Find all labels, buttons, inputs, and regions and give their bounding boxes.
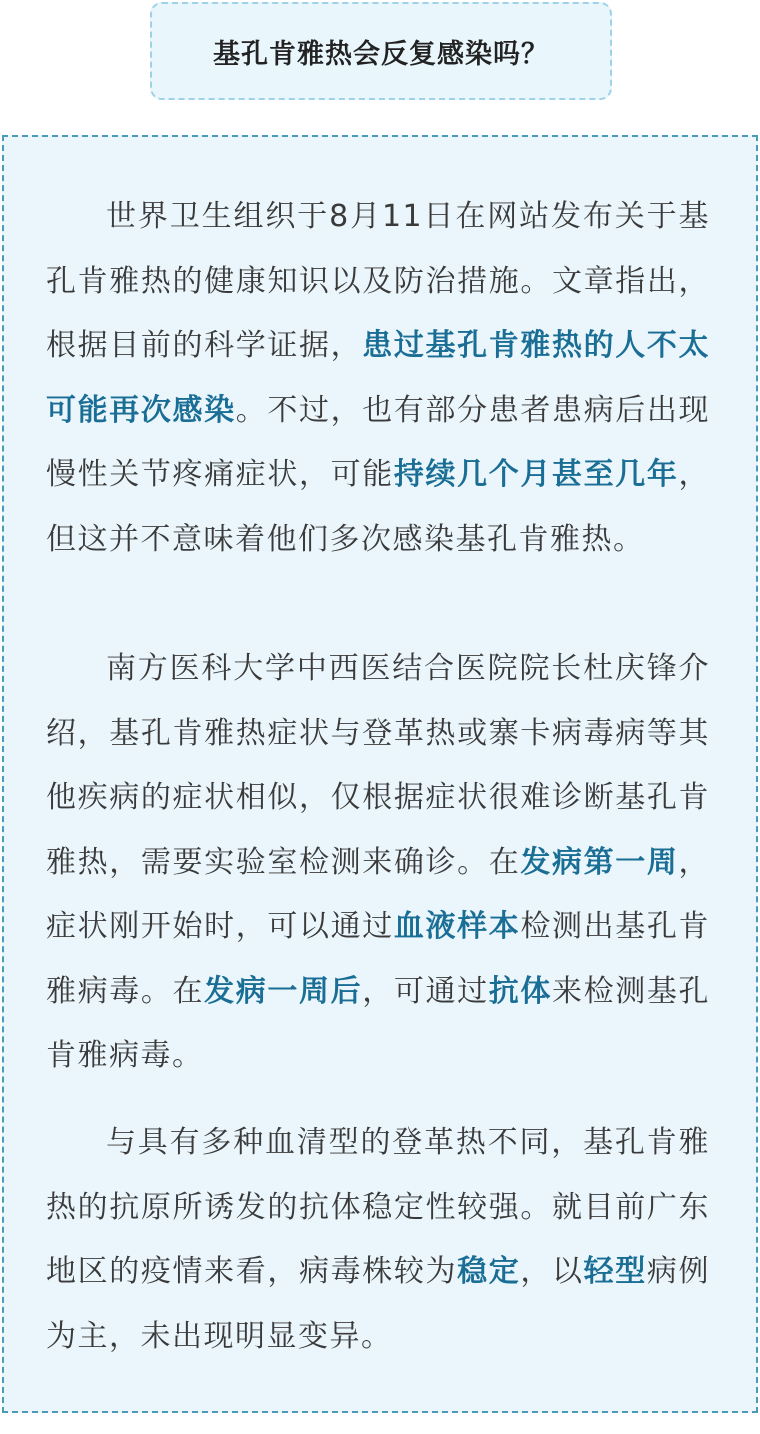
paragraph-text: 南方医科大学中西医结合医院院长杜庆锋介绍，基孔肯雅热症状与登革热或寨卡病毒病等其他疾病的症状相似，仅根据症状很难诊断基孔肯雅热，需要实验室检测来确诊。在 — [46, 651, 710, 880]
paragraph-text: ，但这并不意味着他们多次感染基孔肯雅热。 — [46, 457, 710, 557]
highlighted-text: 血液样本 — [393, 909, 521, 944]
paragraph-text: 来检测基孔肯雅病毒。 — [46, 973, 710, 1073]
title-box — [150, 2, 612, 100]
highlighted-text: 稳定 — [457, 1254, 521, 1289]
page-title: 基孔肯雅热会反复感染吗？ — [213, 38, 549, 70]
article-paragraph-3 — [46, 1111, 710, 1369]
highlighted-text: 轻型 — [583, 1254, 647, 1289]
paragraph-text: 。不过，也有部分患者患病后出现慢性关节疼痛症状，可能 — [46, 392, 710, 492]
paragraph-text: 检测出基孔肯雅病毒。在 — [46, 909, 710, 1009]
paragraph-text: 世界卫生组织于8月11日在网站发布关于基孔肯雅热的健康知识以及防治措施。文章指出，根据目前的科学证据， — [46, 199, 710, 363]
article-paragraph-2 — [46, 637, 710, 1089]
highlighted-text: 发病一周后 — [204, 973, 363, 1009]
highlighted-text: 持续几个月甚至几年 — [393, 457, 679, 492]
paragraph-text: ，症状刚开始时，可以通过 — [46, 844, 710, 944]
article-paragraph-1 — [46, 185, 710, 572]
paragraph-text: 与具有多种血清型的登革热不同，基孔肯雅热的抗原所诱发的抗体稳定性较强。就目前广东地区的疫情来看，病毒株较为 — [46, 1125, 710, 1289]
highlighted-text: 发病第一周 — [520, 844, 679, 880]
paragraph-text: 病例为主，未出现明显变异。 — [46, 1254, 710, 1354]
paragraph-text: ，可通过 — [362, 973, 489, 1009]
highlighted-text: 患过基孔肯雅热的人不太可能再次感染 — [46, 328, 710, 428]
highlighted-text: 抗体 — [488, 973, 552, 1009]
paragraph-text: ，以 — [520, 1254, 584, 1289]
